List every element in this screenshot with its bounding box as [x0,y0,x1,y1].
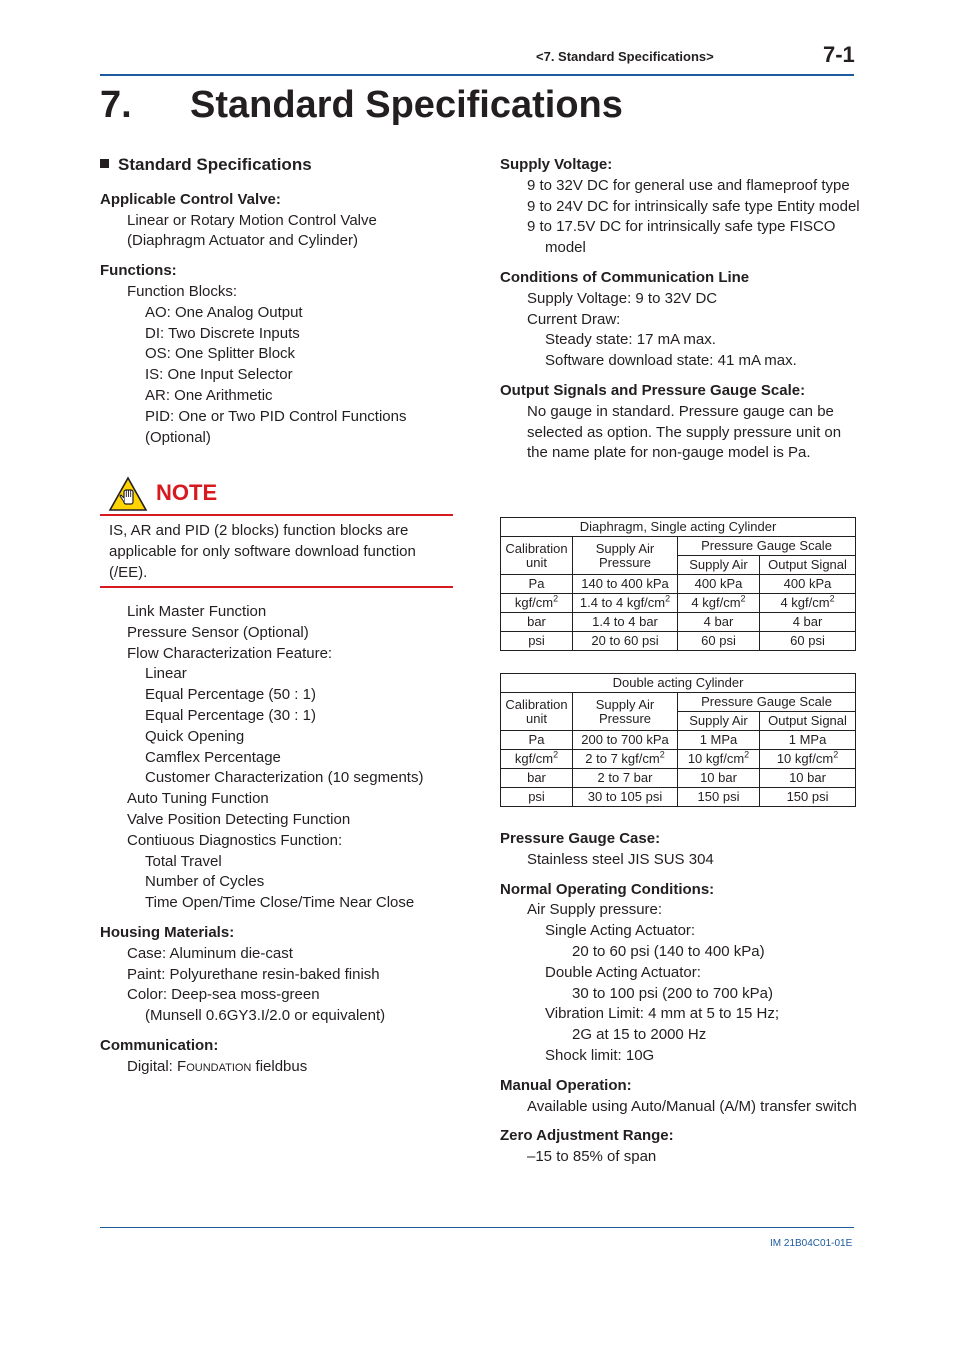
function-block-item: AR: One Arithmetic [145,386,273,404]
left-column [100,155,460,448]
zero-adjustment-text: –15 to 85% of span [527,1148,657,1166]
flow-characterization: Flow Characterization Feature: [127,644,333,662]
gauge-case-heading: Pressure Gauge Case: [500,830,661,847]
comm-line-steady: Steady state: 17 mA max. [545,331,716,349]
functions-heading: Functions: [100,262,177,280]
air-supply-pressure: Air Supply pressure: [527,901,663,919]
right-column-continued [500,829,860,1168]
table-row: bar 1.4 to 4 bar 4 bar 4 bar [501,613,856,632]
calibration-unit-header: Calibration unit [501,537,573,575]
housing-paint: Paint: Polyurethane resin-baked finish [127,965,380,983]
table-row: bar 2 to 7 bar 10 bar 10 bar [501,769,856,788]
footer-rule [100,1227,854,1228]
flow-item: Quick Opening [145,727,245,745]
supply-voltage-item: 9 to 17.5V DC for intrinsically safe type FISCO model [527,218,836,257]
zero-adjustment-heading: Zero Adjustment Range: [500,1127,674,1145]
function-block-item: IS: One Input Selector [145,366,293,384]
gauge-scale-header: Pressure Gauge Scale [678,537,856,556]
supply-air-header: Supply Air [678,712,760,731]
valve-position-function: Valve Position Detecting Function [127,810,351,828]
right-column [500,155,860,464]
diagnostics-function: Contiuous Diagnostics Function: [127,831,343,849]
function-block-item: PID: One or Two PID Control Functions [145,407,407,425]
manual-operation-heading: Manual Operation: [500,1076,632,1094]
control-valve-line: Linear or Rotary Motion Control Valve [127,211,377,229]
flow-item: Linear [145,665,187,683]
table-title: Double acting Cylinder [501,674,856,693]
flow-item: Equal Percentage (50 : 1) [145,686,316,704]
supply-pressure-header: Supply Air Pressure [573,537,678,575]
note-box [100,474,453,588]
output-signal-header: Output Signal [760,712,856,731]
housing-case: Case: Aluminum die-cast [127,944,293,962]
function-block-item: (Optional) [145,428,211,446]
table-row: Pa 140 to 400 kPa 400 kPa 400 kPa [501,575,856,594]
table-row: Pa 200 to 700 kPa 1 MPa 1 MPa [501,731,856,750]
calibration-unit-header: Calibration unit [501,693,573,731]
output-signal-header: Output Signal [760,556,856,575]
gauge-scale-header: Pressure Gauge Scale [678,693,856,712]
comm-line-supply: Supply Voltage: 9 to 32V DC [527,289,718,307]
page-number: 7-1 [823,42,855,67]
table-row: psi 20 to 60 psi 60 psi 60 psi [501,632,856,651]
manual-operation-text: Available using Auto/Manual (A/M) transfer switch [527,1097,857,1115]
output-signals-heading: Output Signals and Pressure Gauge Scale: [500,381,806,399]
square-bullet-icon [100,159,109,168]
comm-line-heading: Conditions of Communication Line [500,268,750,286]
left-column-continued [100,602,460,1079]
header-rule [100,74,854,76]
supply-voltage-item: 9 to 24V DC for intrinsically safe type Entity model [527,197,860,215]
flow-item: Customer Characterization (10 segments) [145,769,424,787]
supply-pressure-header: Supply Air Pressure [573,693,678,731]
single-acting-table [500,517,856,651]
table-title: Diaphragm, Single acting Cylinder [501,518,856,537]
diagnostics-item: Total Travel [145,852,222,870]
supply-voltage-heading: Supply Voltage: [500,156,613,173]
double-acting-table [500,673,856,807]
subsection-title: Standard Specifications [100,155,460,176]
communication-heading: Communication: [100,1036,219,1054]
page-title: Standard Specifications [190,84,623,126]
auto-tuning-function: Auto Tuning Function [127,790,269,808]
document-id: IM 21B04C01-01E [770,1238,853,1249]
supply-voltage-item: 9 to 32V DC for general use and flameproof type [527,176,850,194]
flow-item: Camflex Percentage [145,748,281,766]
flow-item: Equal Percentage (30 : 1) [145,706,316,724]
operating-conditions-heading: Normal Operating Conditions: [500,880,715,898]
vibration-limit: Vibration Limit: 4 mm at 5 to 15 Hz; [545,1005,779,1023]
function-blocks-label: Function Blocks: [127,282,238,300]
applicable-control-valve-heading: Applicable Control Valve: [100,190,281,208]
single-acting-range: 20 to 60 psi (140 to 400 kPa) [572,942,765,960]
table-row: psi 30 to 105 psi 150 psi 150 psi [501,788,856,807]
chapter-number: 7. [100,84,132,126]
supply-air-header: Supply Air [678,556,760,575]
table-row: kgf/$cm^2$ 2 to 7 kgf/$cm^2$ 10 kgf/$cm^2$ 10 kgf/$cm^2$ [501,750,856,769]
function-block-item: OS: One Splitter Block [145,345,296,363]
function-block-item: DI: Two Discrete Inputs [145,324,300,342]
function-block-item: AO: One Analog Output [145,303,303,321]
vibration-limit-2: 2G at 15 to 2000 Hz [572,1026,707,1044]
caution-hand-icon [108,476,148,512]
header-section-label: <7. Standard Specifications> [536,49,714,64]
diagnostics-item: Number of Cycles [145,873,265,891]
control-valve-line: (Diaphragm Actuator and Cylinder) [127,232,358,250]
pressure-sensor: Pressure Sensor (Optional) [127,623,309,641]
link-master-function: Link Master Function [127,603,267,620]
table-row: kgf/$cm^2$ 1.4 to 4 kgf/$cm^2$ 4 kgf/$cm^2$ 4 kgf/$cm^2$ [501,594,856,613]
housing-munsell: (Munsell 0.6GY3.I/2.0 or equivalent) [145,1007,386,1025]
shock-limit: Shock limit: 10G [545,1046,655,1064]
communication-digital: Digital: FOUNDATION fieldbus [127,1057,308,1075]
note-bottom-rule [100,586,453,588]
note-header [100,474,453,514]
output-signals-text: No gauge in standard. Pressure gauge can be selected as option. The supply pressure unit on the name plate for non-gauge model is Pa. [527,402,842,462]
note-text: IS, AR and PID (2 blocks) function blocks are applicable for only software download function (/EE). [109,522,416,581]
double-acting-range: 30 to 100 psi (200 to 700 kPa) [572,984,773,1002]
diagnostics-item: Time Open/Time Close/Time Near Close [145,894,415,912]
single-acting-actuator: Single Acting Actuator: [545,922,696,940]
gauge-case-text: Stainless steel JIS SUS 304 [527,850,714,868]
note-title: NOTE [156,480,218,505]
housing-color: Color: Deep-sea moss-green [127,986,320,1004]
housing-materials-heading: Housing Materials: [100,923,235,941]
comm-line-current: Current Draw: [527,310,621,328]
double-acting-actuator: Double Acting Actuator: [545,963,701,981]
comm-line-download: Software download state: 41 mA max. [545,352,797,370]
